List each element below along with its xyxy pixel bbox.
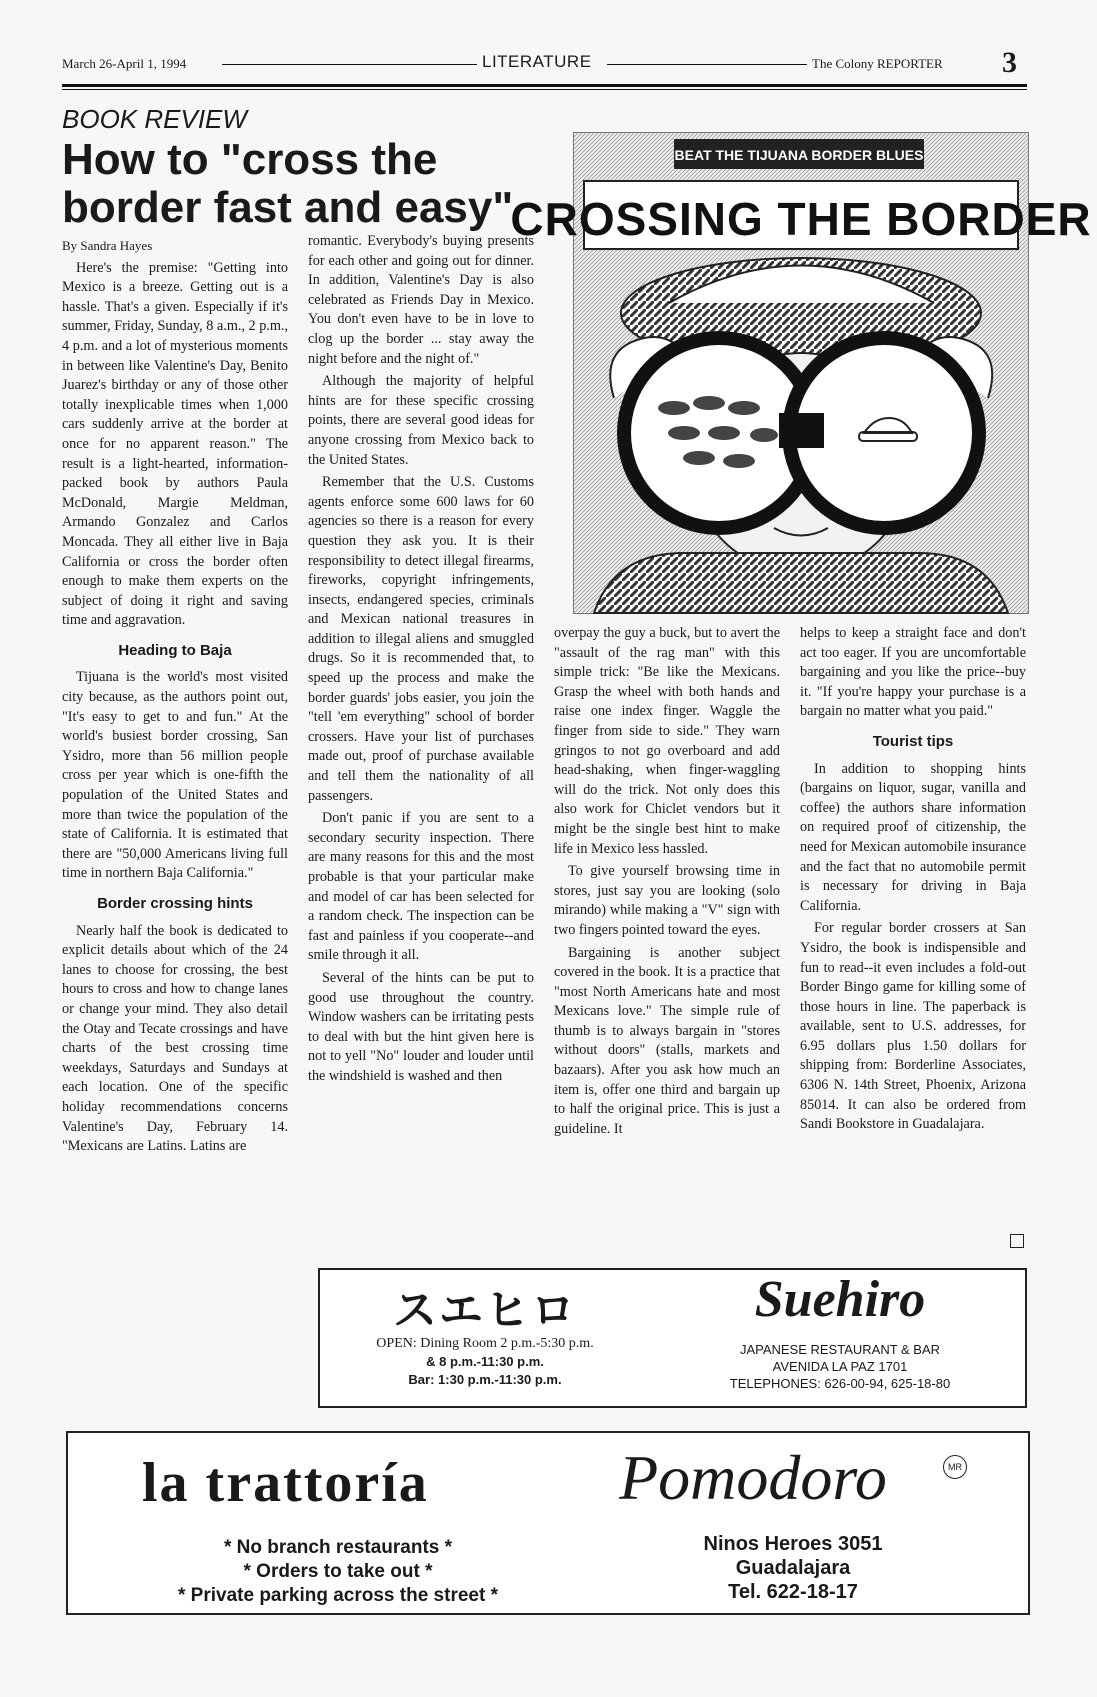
paper-name: The Colony REPORTER bbox=[812, 56, 943, 71]
bullet-no-branch: * No branch restaurants * bbox=[223, 1537, 453, 1558]
paragraph: Several of the hints can be put to good use throughout the country. Window washers can be irritating pests to deal with but the hint given here is not to yell "No" louder and louder until the windshield is washed and then bbox=[308, 969, 534, 1084]
cover-banner: BEAT THE TIJUANA BORDER BLUES bbox=[674, 147, 924, 163]
bullet-take-out: * Orders to take out * bbox=[243, 1561, 433, 1582]
binoculars-illustration bbox=[510, 133, 1092, 613]
article-column-4 bbox=[800, 624, 1026, 1138]
restaurant-phone: TELEPHONES: 626-00-94, 625-18-80 bbox=[729, 1376, 951, 1391]
trattoria-address-city: Guadalajara bbox=[735, 1557, 851, 1579]
paragraph: To give yourself browsing time in stores, just say you are looking (solo mirando) while making a "V" sign with two fingers pointed toward the eyes. bbox=[554, 863, 780, 938]
subhead-border-crossing-hints: Border crossing hints bbox=[97, 895, 253, 912]
masthead-underline-thin bbox=[62, 89, 1027, 90]
paragraph: Here's the premise: "Getting into Mexico is a breeze. Getting out is a hassle. That's a given. Especially if it's summer, Friday, Sunday, 8 a.m., 2 p.m., 4 p.m. and a lot of mysterious moments in between like Valentine's Day, Benito Juarez's birthday or any of those other totally inexplicable times when 1,000 cars suddenly arrive at the border at once for no apparent reason." The result is a light-hearted, information-packed book by authors Paula McDonald, Margie Meldman, Armando Gonzalez and Carlos Moncada. They all either live in Baja California or cross the border often enough to make them experts on the subject of doing it right and saving time and aggravation. bbox=[62, 259, 288, 629]
hours-dining-evening: & 8 p.m.-11:30 p.m. bbox=[426, 1354, 544, 1369]
book-cover-illustration bbox=[510, 132, 1092, 614]
restaurant-type: JAPANESE RESTAURANT & BAR bbox=[739, 1342, 941, 1357]
bullet-parking: * Private parking across the street * bbox=[178, 1585, 498, 1606]
article-column-3 bbox=[554, 624, 780, 1142]
suehiro-japanese-logo: スエヒロ bbox=[393, 1286, 577, 1335]
issue-date: March 26-April 1, 1994 bbox=[62, 56, 187, 71]
registered-mark: MR bbox=[943, 1455, 967, 1479]
article-column-2 bbox=[308, 232, 534, 1090]
section-title: LITERATURE bbox=[482, 52, 592, 71]
paragraph: Bargaining is another subject covered in the book. It is a practice that "most North Americans hate and most Mexicans love." The simple rule of thumb is to always bargain in "stores without doors" (stalls, markets and bazaars). After you ask how much an item is, offer one third and bargain up to half the original price. This is just a guideline. It bbox=[554, 944, 780, 1137]
hours-dining: OPEN: Dining Room 2 p.m.-5:30 p.m. bbox=[376, 1336, 594, 1351]
paragraph: Nearly half the book is dedicated to explicit details about which of the 24 lanes to choose for crossing, the best hours to cross and how to change lanes or change your mind. They also detail the Otay and Tecate crossings and have charts of the best crossing time weekdays, Saturdays and Sundays at each location. One of the specific holiday recommendations concerns Valentine's Day, February 14. "Mexicans are Latins. Latins are bbox=[62, 922, 288, 1155]
cover-title: CROSSING THE BORDER bbox=[510, 193, 1092, 245]
trattoria-phone: Tel. 622-18-17 bbox=[728, 1581, 858, 1603]
subhead-heading-to-baja: Heading to Baja bbox=[118, 641, 232, 659]
paragraph: helps to keep a straight face and don't act too eager. If you are uncomfortable bargaining and you like the price--buy it. "If you're happy your purchase is a bargain no matter what you paid." bbox=[800, 625, 1026, 720]
hours-bar: Bar: 1:30 p.m.-11:30 p.m. bbox=[408, 1372, 562, 1387]
suehiro-advertisement bbox=[318, 1268, 1027, 1408]
paragraph: In addition to shopping hints (bargains on liquor, sugar, vanilla and coffee) the authors share information on required proof of citizenship, the need for Mexican automobile insurance and the fact that no automobile permit is necessary for driving in Baja California. bbox=[800, 760, 1026, 914]
subhead-tourist-tips: Tourist tips bbox=[872, 732, 954, 750]
paragraph: Remember that the U.S. Customs agents enforce some 600 laws for 60 agencies so there is a reason for every question they ask you. It is their responsibility to detect illegal firearms, fireworks, copyright infringements, insects, endangered species, criminals and Mexican national treasures in addition to illegal aliens and smuggled drugs. So it is recommended that, to speed up the process and make the border guards' jobs easier, you join the "tell 'em everything" school of border crossers. Have your list of purchases made out, proof of purchase available and tell them the nationality of all passengers. bbox=[308, 474, 534, 804]
masthead-underline bbox=[62, 84, 1027, 87]
paragraph: overpay the guy a buck, but to avert the "assault of the rag man" with this simple trick: "Be like the Mexicans. Grasp the wheel with both hands and raise one index finger. Waggle the finger from side to side." They warn gringos to not go overboard and add head-shaking, when finger-waggling will do the trick. Not only does this also work for Chiclet vendors but it might be the single best hint to make life in Mexico less hassled. bbox=[554, 625, 780, 857]
masthead-rule-right bbox=[607, 64, 807, 65]
trattoria-address-street: Ninos Heroes 3051 bbox=[703, 1533, 883, 1555]
trattoria-name: la trattoría bbox=[142, 1452, 429, 1514]
paragraph: Don't panic if you are sent to a secondary security inspection. There are many reasons for this and the most probable is that your particular make and model of car has been selected for a random check. The inspection can be fast and painless if you cooperate--and smile through it all. bbox=[308, 810, 534, 964]
page-number: 3 bbox=[1002, 46, 1017, 79]
paragraph: Tijuana is the world's most visited city because, as the authors point out, "It's easy to get to and fun." At the world's busiest border crossing, San Ysidro, more than 56 million people cross per year which is one-fifth the population of the United States and more than twice the population of the state of California. It is estimated that there are "50,000 Americans living full time in northern Baja California." bbox=[62, 669, 288, 882]
masthead-rule-left bbox=[222, 64, 477, 65]
article-column-1 bbox=[62, 236, 288, 1160]
suehiro-logo: Suehiro bbox=[754, 1271, 926, 1328]
byline: By Sandra Hayes bbox=[62, 238, 153, 253]
pomodoro-logo: Pomodoro bbox=[619, 1442, 887, 1513]
masthead bbox=[62, 46, 1027, 82]
trattoria-advertisement bbox=[66, 1431, 1030, 1615]
article-kicker: BOOK REVIEW bbox=[62, 104, 247, 134]
restaurant-address: AVENIDA LA PAZ 1701 bbox=[772, 1359, 908, 1374]
article-headline: How to "cross the border fast and easy" bbox=[62, 135, 514, 232]
end-mark-icon bbox=[1010, 1234, 1024, 1248]
paragraph: For regular border crossers at San Ysidro, the book is indispensible and fun to read--it even includes a fold-out Border Bingo game for killing some of those hours in line. The paperback is available, sent to U.S. addresses, for 6.95 dollars plus 1.50 dollars for shipping from: Borderline Associates, 6306 N. 14th Street, Phoenix, Arizona 85014. It can also be ordered from Sandi Bookstore in Guadalajara. bbox=[800, 920, 1026, 1133]
paragraph: romantic. Everybody's buying presents for each other and going out for dinner. In addition, Valentine's Day is also celebrated as Friends Day in Mexico. You don't even have to be in love to clog up the border ... stay away the night before and the night of." bbox=[308, 233, 534, 367]
paragraph: Although the majority of helpful hints are for these specific crossing points, there are several good ideas for anyone crossing from Mexico back to the United States. bbox=[308, 373, 534, 468]
